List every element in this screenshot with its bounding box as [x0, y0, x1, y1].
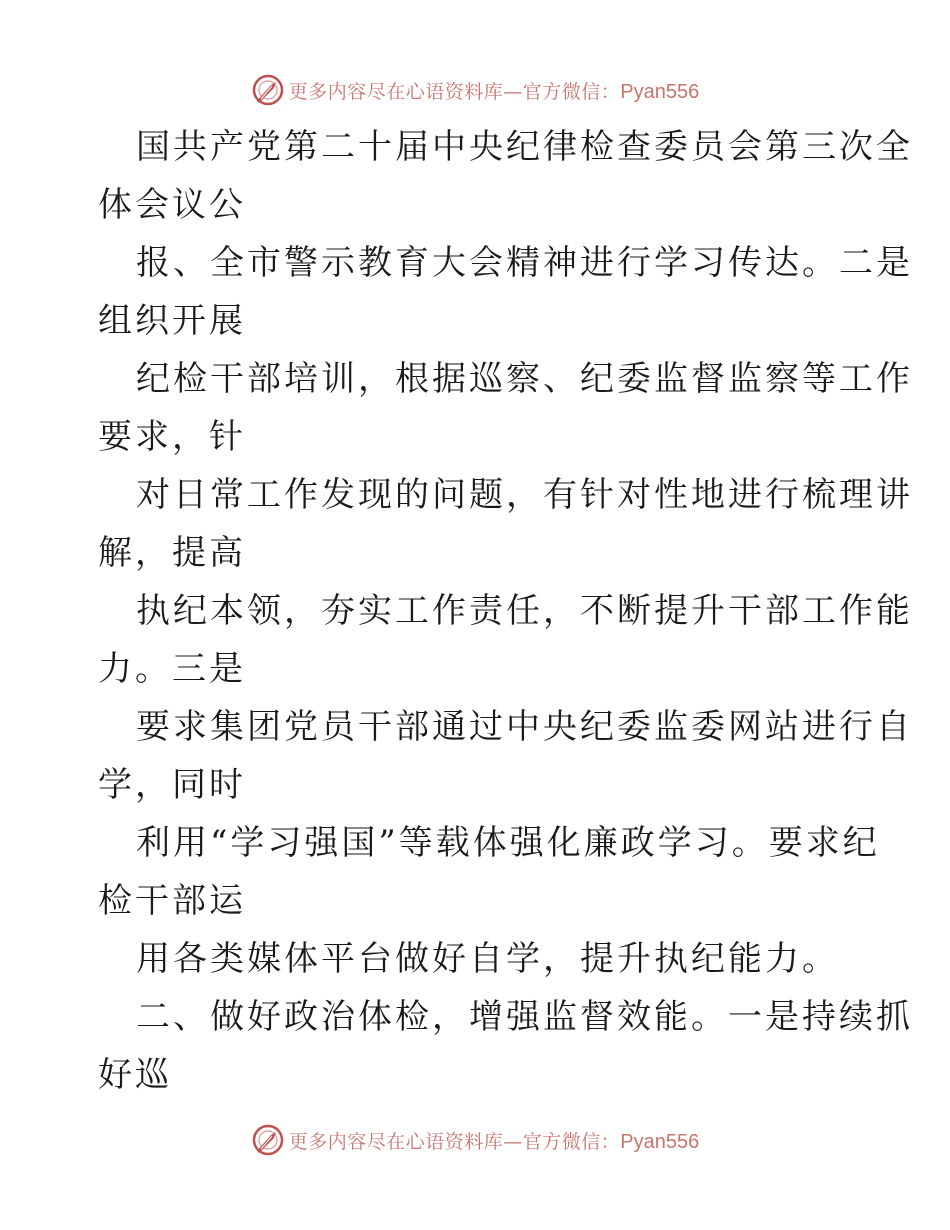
pen-nib-logo-icon: [251, 73, 285, 107]
body-line: 纪检干部培训，根据巡察、纪委监督监察等工作: [136, 359, 913, 399]
body-line: 对日常工作发现的问题，有针对性地进行梳理讲: [136, 475, 913, 515]
header-banner-text: 更多内容尽在心语资料库—官方微信：Pyan556: [288, 80, 700, 103]
body-line: 组织开展: [98, 301, 246, 341]
body-line: 利用“学习强国”等载体强化廉政学习。要求纪: [136, 823, 880, 863]
body-line: 检干部运: [98, 881, 246, 921]
body-line: 体会议公: [98, 185, 246, 225]
body-line: 力。三是: [98, 649, 246, 689]
body-line: 要求集团党员干部通过中央纪委监委网站进行自: [136, 707, 913, 747]
body-line: 解，提高: [98, 533, 246, 573]
header-banner-handle: Pyan556: [620, 80, 700, 103]
body-line: 报、全市警示教育大会精神进行学习传达。二是: [136, 243, 913, 283]
body-line: 好巡: [98, 1055, 172, 1095]
footer-banner-handle: Pyan556: [620, 1130, 700, 1153]
pen-nib-logo-icon: [251, 1123, 285, 1157]
body-line: 要求，针: [98, 417, 246, 457]
header-banner: [0, 70, 950, 110]
body-line: 学，同时: [98, 765, 246, 805]
body-line: 国共产党第二十届中央纪律检查委员会第三次全: [136, 127, 913, 167]
body-line: 二、做好政治体检，增强监督效能。一是持续抓: [136, 997, 913, 1037]
body-line: 用各类媒体平台做好自学，提升执纪能力。: [136, 939, 839, 979]
footer-banner-text: 更多内容尽在心语资料库—官方微信：Pyan556: [288, 1130, 700, 1153]
document-body: [98, 118, 913, 1104]
footer-banner: [0, 1120, 950, 1160]
body-line: 执纪本领，夯实工作责任，不断提升干部工作能: [136, 591, 913, 631]
